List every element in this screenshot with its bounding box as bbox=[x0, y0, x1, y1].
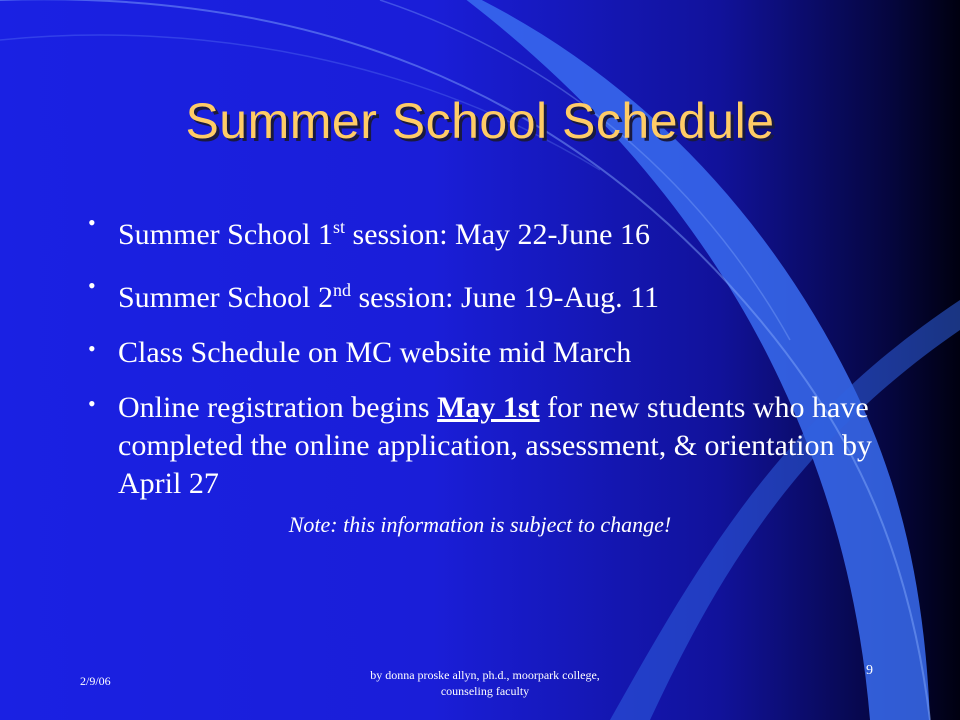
footer-credit bbox=[330, 667, 640, 699]
footer-date: 2/9/06 bbox=[80, 674, 111, 688]
page-number: 9 bbox=[866, 663, 873, 678]
bullet-dot-icon: • bbox=[88, 391, 96, 416]
bullet-text: Class Schedule on MC website mid March bbox=[118, 336, 632, 369]
disclaimer-note: Note: this information is subject to change! bbox=[288, 512, 672, 537]
bullet-text: Summer School 2 bbox=[118, 281, 333, 314]
bullet-dot-icon: • bbox=[88, 210, 96, 235]
bullet-item-online-registration bbox=[88, 389, 908, 503]
bullet-text: session: June 19-Aug. 11 bbox=[351, 281, 660, 314]
ordinal-suffix: st bbox=[333, 217, 346, 237]
emphasized-date: May 1st bbox=[437, 391, 540, 424]
bullet-dot-icon: • bbox=[88, 273, 96, 298]
footer-credit-line-2: counseling faculty bbox=[440, 684, 530, 698]
slide-title: Summer School Schedule bbox=[185, 93, 775, 149]
bullet-item-session-2 bbox=[88, 271, 908, 317]
footer-credit-line-1: by donna proske allyn, ph.d., moorpark college, bbox=[370, 668, 600, 682]
bullet-item-session-1 bbox=[88, 208, 908, 254]
ordinal-suffix: nd bbox=[333, 280, 351, 300]
bullet-text: Summer School 1 bbox=[118, 218, 333, 251]
bullet-item-class-schedule bbox=[88, 334, 908, 372]
bullet-text: session: May 22-June 16 bbox=[345, 218, 650, 251]
bullet-dot-icon: • bbox=[88, 336, 96, 361]
bullet-text: Online registration begins bbox=[118, 391, 438, 424]
bullet-text: for new students who have completed the online application, assessment, & orientation by April 27 bbox=[118, 391, 872, 500]
bullet-list bbox=[88, 208, 908, 520]
